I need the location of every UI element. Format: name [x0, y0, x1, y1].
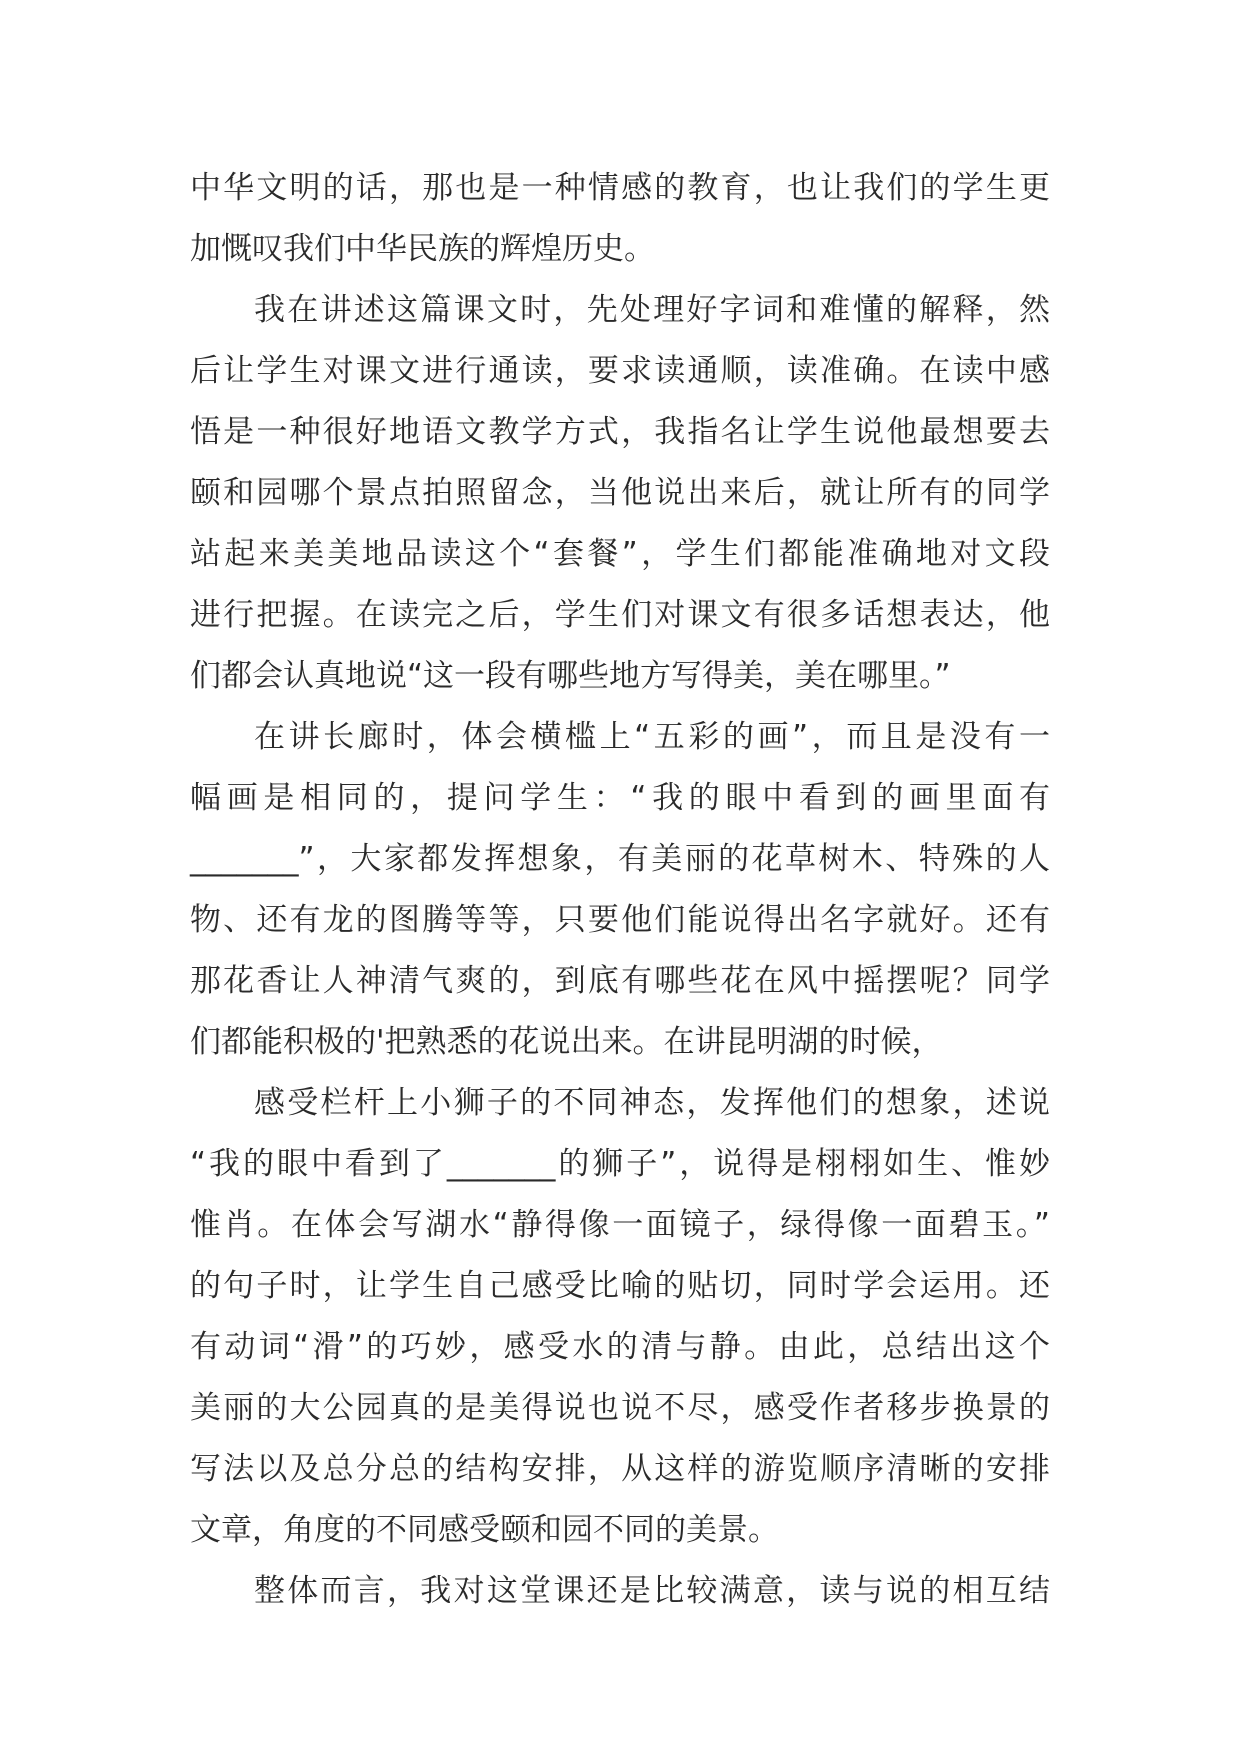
text-line: 那花香让人神清气爽的，到底有哪些花在风中摇摆呢？同学 — [190, 963, 1050, 999]
text-line: 颐和园哪个景点拍照留念，当他说出来后，就让所有的同学 — [190, 475, 1050, 511]
text-line: 后让学生对课文进行通读，要求读通顺，读准确。在读中感 — [190, 353, 1050, 389]
text-line: 有动词“滑”的巧妙，感受水的清与静。由此，总结出这个 — [190, 1329, 1050, 1365]
text-line: 们都会认真地说“这一段有哪些地方写得美，美在哪里。” — [190, 658, 951, 694]
text-line: 幅画是相同的，提问学生：“我的眼中看到的画里面有 — [190, 780, 1050, 816]
text-line: 中华文明的话，那也是一种情感的教育，也让我们的学生更 — [190, 170, 1050, 206]
text-line: 惟肖。在体会写湖水“静得像一面镜子，绿得像一面碧玉。” — [190, 1207, 1050, 1243]
text-line: “我的眼中看到了_______的狮子”，说得是栩栩如生、惟妙 — [190, 1146, 1050, 1182]
text-line: 文章，角度的不同感受颐和园不同的美景。 — [190, 1512, 779, 1548]
text-line: 美丽的大公园真的是美得说也说不尽，感受作者移步换景的 — [190, 1390, 1050, 1426]
text-line: 站起来美美地品读这个“套餐”，学生们都能准确地对文段 — [190, 536, 1050, 572]
text-line: _______”，大家都发挥想象，有美丽的花草树木、特殊的人 — [190, 841, 1050, 877]
body-text — [190, 158, 1050, 1622]
text-line: 进行把握。在读完之后，学生们对课文有很多话想表达，他 — [190, 597, 1050, 633]
text-line: 们都能积极的'把熟悉的花说出来。在讲昆明湖的时候， — [190, 1024, 943, 1060]
text-line: 在讲长廊时，体会横槛上“五彩的画”，而且是没有一 — [254, 719, 1050, 755]
text-line: 物、还有龙的图腾等等，只要他们能说得出名字就好。还有 — [190, 902, 1050, 938]
text-line: 的句子时，让学生自己感受比喻的贴切，同时学会运用。还 — [190, 1268, 1050, 1304]
text-line: 加慨叹我们中华民族的辉煌历史。 — [190, 231, 655, 267]
text-line: 感受栏杆上小狮子的不同神态，发挥他们的想象，述说 — [254, 1085, 1050, 1121]
text-line: 我在讲述这篇课文时，先处理好字词和难懂的解释，然 — [254, 292, 1050, 328]
text-line: 悟是一种很好地语文教学方式，我指名让学生说他最想要去 — [190, 414, 1050, 450]
text-line: 写法以及总分总的结构安排，从这样的游览顺序清晰的安排 — [190, 1451, 1050, 1487]
text-line: 整体而言，我对这堂课还是比较满意，读与说的相互结 — [254, 1573, 1050, 1609]
